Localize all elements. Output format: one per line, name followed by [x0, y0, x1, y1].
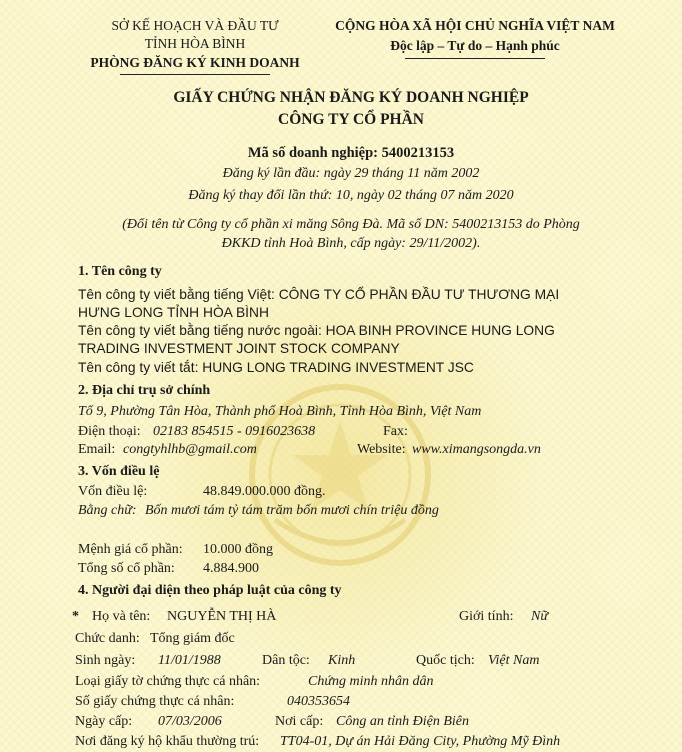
capital-value: 48.849.000.000 đồng.	[203, 484, 326, 499]
capital-in-words-value: Bốn mươi tám tỷ tám trăm bốn mươi chín triệu đồng	[145, 503, 439, 518]
gender-label: Giới tính:	[459, 609, 514, 624]
website-label: Website:	[357, 442, 406, 457]
phone-value: 02183 854515 - 0916023638	[153, 424, 316, 439]
fax-label: Fax:	[383, 424, 408, 439]
nationality-value: Việt Nam	[488, 653, 540, 668]
gender-value: Nữ	[531, 609, 548, 624]
rep-name-label: Họ và tên:	[92, 609, 151, 624]
first-registration: Đăng ký lần đầu: ngày 29 tháng 11 năm 2002	[222, 166, 480, 181]
rename-note-line1: (Đổi tên từ Công ty cổ phần xi măng Sông Đà. Mã số DN: 5400213153 do Phòng	[122, 217, 580, 232]
rename-note-line2: ĐKKD tỉnh Hoà Bình, cấp ngày: 29/11/2002).	[221, 236, 481, 251]
section1-heading: 1. Tên công ty	[78, 264, 162, 279]
email-value: congtyhlhb@gmail.com	[123, 442, 257, 457]
ethnic-label: Dân tộc:	[262, 653, 310, 668]
ethnic-value: Kinh	[328, 653, 356, 668]
change-registration: Đăng ký thay đổi lần thứ: 10, ngày 02 tháng 07 năm 2020	[188, 188, 514, 203]
enterprise-code: Mã số doanh nghiệp: 5400213153	[247, 145, 455, 161]
phone-label: Điện thoại:	[78, 424, 141, 439]
dob-value: 11/01/1988	[158, 653, 221, 668]
email-label: Email:	[78, 442, 116, 457]
id-number-label: Số giấy chứng thực cá nhân:	[75, 694, 235, 709]
company-short-name: Tên công ty viết tắt: HUNG LONG TRADING INVESTMENT JSC	[78, 360, 474, 375]
nationality-label: Quốc tịch:	[416, 653, 475, 668]
header-right-underline	[405, 58, 545, 59]
company-name-foreign-line1: Tên công ty viết bằng tiếng nước ngoài: HOA BINH PROVINCE HUNG LONG	[78, 323, 555, 338]
bullet-star: *	[72, 609, 79, 624]
issue-place-value: Công an tỉnh Điện Biên	[336, 714, 469, 729]
dob-label: Sinh ngày:	[75, 653, 136, 668]
issue-date-value: 07/03/2006	[158, 714, 222, 729]
company-name-foreign-line2: TRADING INVESTMENT JOINT STOCK COMPANY	[78, 341, 400, 356]
total-shares-label: Tổng số cổ phần:	[78, 561, 175, 576]
document-title: GIẤY CHỨNG NHẬN ĐĂNG KÝ DOANH NGHIỆP	[173, 89, 529, 106]
position-value: Tổng giám đốc	[150, 631, 235, 646]
website-value: www.ximangsongda.vn	[412, 442, 541, 457]
capital-in-words-label: Bằng chữ:	[78, 503, 137, 518]
rep-name-value: NGUYỄN THỊ HÀ	[167, 609, 277, 624]
document-subtitle: CÔNG TY CỔ PHẦN	[278, 111, 424, 128]
par-value-label: Mệnh giá cổ phần:	[78, 542, 183, 557]
section3-heading: 3. Vốn điều lệ	[78, 464, 160, 479]
company-name-vn-line1: Tên công ty viết bằng tiếng Việt: CÔNG TY CỔ PHẦN ĐẦU TƯ THƯƠNG MẠI	[78, 287, 560, 302]
par-value: 10.000 đồng	[203, 542, 273, 557]
header-agency-line1: SỞ KẾ HOẠCH VÀ ĐẦU TƯ	[111, 18, 279, 33]
residence-value: TT04-01, Dự án Hải Đăng City, Phường Mỹ Đình	[280, 734, 561, 749]
header-left-underline	[120, 74, 270, 75]
section4-heading: 4. Người đại diện theo pháp luật của công ty	[78, 583, 342, 598]
issue-place-label: Nơi cấp:	[275, 714, 324, 729]
issue-date-label: Ngày cấp:	[75, 714, 133, 729]
total-shares-value: 4.884.900	[203, 561, 259, 576]
header-country: CỘNG HÒA XÃ HỘI CHỦ NGHĨA VIỆT NAM	[335, 18, 615, 33]
position-label: Chức danh:	[75, 631, 140, 646]
id-type-label: Loại giấy tờ chứng thực cá nhân:	[75, 674, 261, 689]
section2-heading: 2. Địa chỉ trụ sở chính	[78, 383, 211, 398]
id-number-value: 040353654	[287, 694, 350, 709]
capital-label: Vốn điều lệ:	[78, 484, 148, 499]
head-office-address: Tổ 9, Phường Tân Hòa, Thành phố Hoà Bình, Tỉnh Hòa Bình, Việt Nam	[78, 404, 482, 419]
residence-label: Nơi đăng ký hộ khẩu thường trú:	[75, 734, 260, 749]
id-type-value: Chứng minh nhân dân	[308, 674, 434, 689]
header-agency-line2: TỈNH HÒA BÌNH	[144, 36, 246, 51]
header-motto: Độc lập – Tự do – Hạnh phúc	[390, 38, 560, 53]
header-agency-line3: PHÒNG ĐĂNG KÝ KINH DOANH	[90, 55, 300, 70]
company-name-vn-line2: HƯNG LONG TỈNH HÒA BÌNH	[78, 305, 269, 320]
